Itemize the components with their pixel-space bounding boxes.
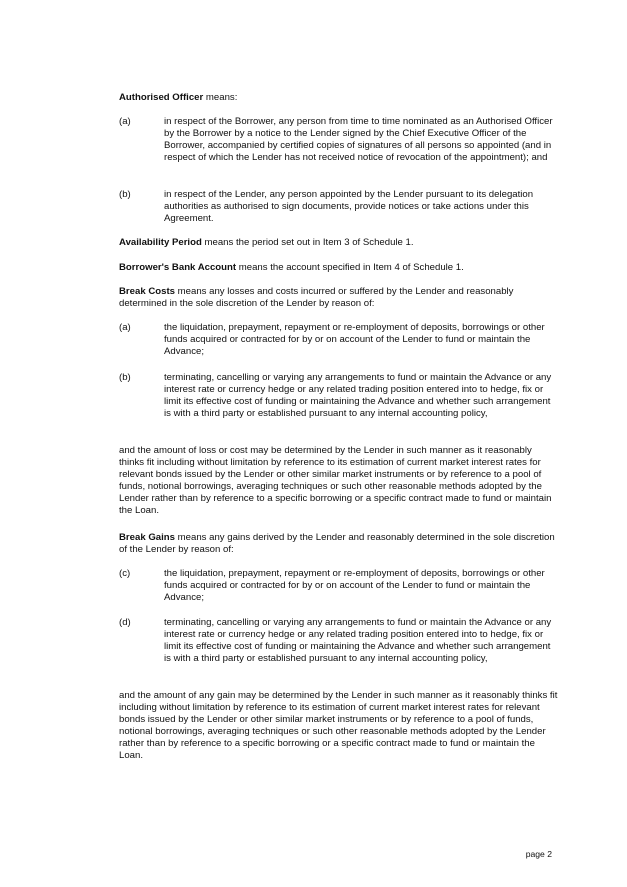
item-label: (b)	[119, 189, 131, 200]
item-label: (c)	[119, 568, 131, 579]
item-label: (b)	[119, 372, 131, 383]
item-label: (d)	[119, 617, 131, 628]
defined-term: Authorised Officer	[119, 92, 204, 103]
item-text: in respect of the Borrower, any person from time to time nominated as an Authorised Officer by the Borrower by a notice to the Lender signed by the Chief Executive Officer of the Borrower, accompanied by certified copies of signatures of all persons so appointed (and in respect of which the Lender has not received notice of revocation of the appointment); and	[164, 116, 553, 164]
item-text: terminating, cancelling or varying any arrangements to fund or maintain the Advance or any interest rate or currency hedge or any related trading position entered into to hedge, fix or limit its effective cost of funding or maintaining the Advance and whether such arrangement is with a third party or established pursuant to any internal accounting policy,	[164, 372, 552, 420]
page-number: page 2	[525, 849, 552, 859]
definition-text: means:	[203, 92, 238, 103]
item-label: (a)	[119, 322, 131, 333]
definition-authorised-officer	[119, 92, 559, 104]
definition-text: means any gains derived by the Lender and reasonably determined in the sole discretion of the Lender by reason of:	[119, 532, 555, 556]
defined-term: Break Gains	[119, 532, 175, 543]
definition-break-costs	[119, 286, 559, 310]
definition-text: means the account specified in Item 4 of Schedule 1.	[236, 262, 464, 273]
defined-term: Availability Period	[119, 237, 202, 248]
definition-break-gains	[119, 532, 559, 556]
definition-text: means any losses and costs incurred or suffered by the Lender and reasonably determined in the sole discretion of the Lender by reason of:	[119, 286, 514, 310]
item-text: in respect of the Lender, any person appointed by the Lender pursuant to its delegation authorities as authorised to sign documents, provide notices or take actions under this Agreement.	[164, 189, 534, 225]
defined-term: Borrower's Bank Account	[119, 262, 237, 273]
item-label: (a)	[119, 116, 131, 127]
item-text: the liquidation, prepayment, repayment or re-employment of deposits, borrowings or other funds acquired or contracted for by or on account of the Lender to fund or maintain the Advance;	[164, 568, 545, 604]
definition-closing-text: and the amount of any gain may be determined by the Lender in such manner as it reasonably thinks fit including without limitation by reference to its estimation of current market interest rates for relevant bonds issued by the Lender or other similar market instruments or by reference to a pool of funds, notional borrowings, averaging techniques or such other reasonable methods adopted by the Lender rather than by reference to a specific borrowing or a specific contract made to fund or maintain the Loan.	[119, 690, 558, 762]
item-text: the liquidation, prepayment, repayment or re-employment of deposits, borrowings or other funds acquired or contracted for by or on account of the Lender to fund or maintain the Advance;	[164, 322, 545, 358]
item-text: terminating, cancelling or varying any arrangements to fund or maintain the Advance or any interest rate or currency hedge or any related trading position entered into to hedge, fix or limit its effective cost of funding or maintaining the Advance and whether such arrangement is with a third party or established pursuant to any internal accounting policy,	[164, 617, 552, 665]
definition-text: means the period set out in Item 3 of Schedule 1.	[201, 237, 414, 248]
definition-borrowers-bank-account	[119, 262, 559, 274]
definition-closing-text: and the amount of loss or cost may be determined by the Lender in such manner as it reasonably thinks fit including without limitation by reference to its estimation of current market interest rates for relevant bonds issued by the Lender or other similar market instruments or by reference to a pool of funds, notional borrowings, averaging techniques or such other reasonable methods adopted by the Lender rather than by reference to a specific borrowing or a specific contract made to fund or maintain the Loan.	[119, 445, 552, 517]
definition-availability-period	[119, 237, 559, 249]
defined-term: Break Costs	[119, 286, 175, 297]
